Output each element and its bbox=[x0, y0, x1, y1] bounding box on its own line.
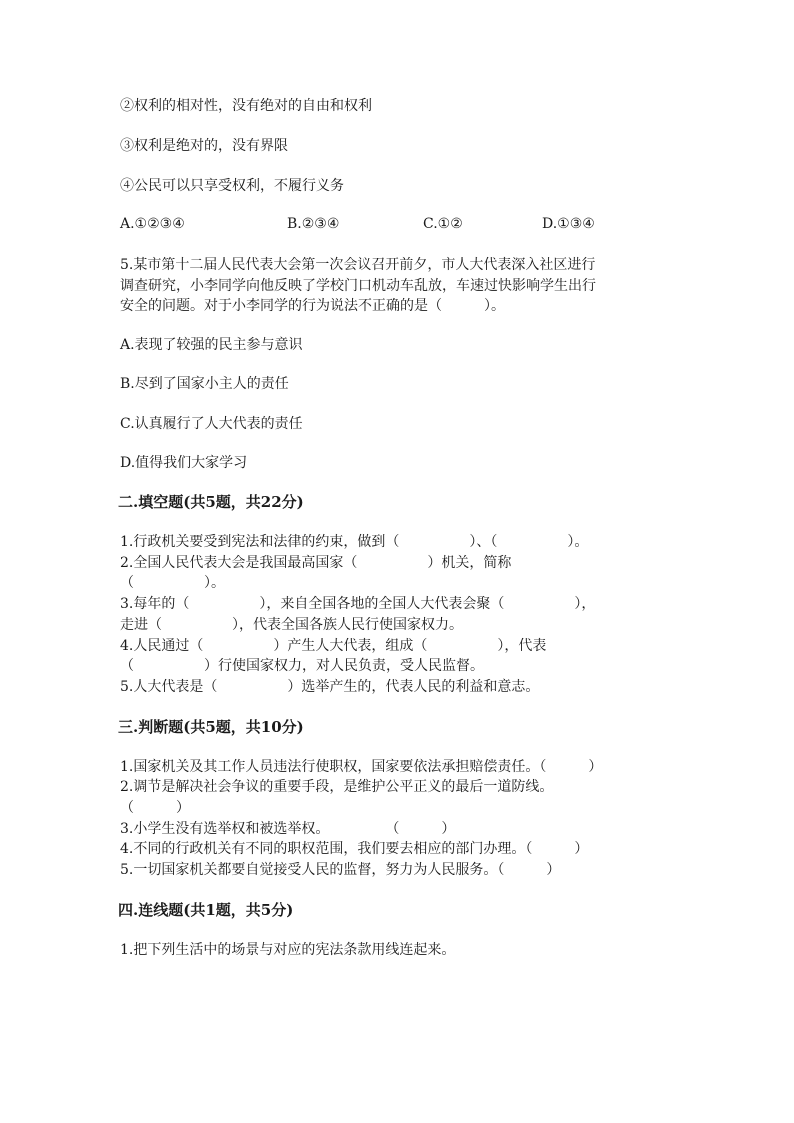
q4-option-d: D.①③④ bbox=[542, 216, 595, 232]
true-false-line: 2.调节是解决社会争议的重要手段，是维护公平正义的最后一道防线。 bbox=[120, 779, 554, 795]
fill-blank-line: （ ）。 bbox=[120, 575, 225, 591]
section-heading-matching: 四.连线题(共1题，共5分) bbox=[118, 901, 294, 919]
q4-item-2: ②权利的相对性，没有绝对的自由和权利 bbox=[120, 98, 372, 114]
q5-stem-line-2: 调查研究，小李同学向他反映了学校门口机动车乱放，车速过快影响学生出行 bbox=[120, 278, 596, 294]
q5-option-b: B.尽到了国家小主人的责任 bbox=[120, 376, 289, 392]
fill-blank-line: 走进（ ），代表全国各族人民行使国家权力。 bbox=[120, 617, 463, 633]
q4-option-b: B.②③④ bbox=[287, 216, 340, 232]
fill-blank-line: 1.行政机关要受到宪法和法律的约束，做到（ ）、（ ）。 bbox=[120, 534, 589, 550]
fill-blank-line: 3.每年的（ ），来自全国各地的全国人大代表会聚（ ）， bbox=[120, 596, 596, 612]
fill-blank-line: 5.人大代表是（ ）选举产生的，代表人民的利益和意志。 bbox=[120, 679, 540, 695]
fill-blank-line: 4.人民通过（ ）产生人大代表，组成（ ），代表 bbox=[120, 638, 547, 654]
q5-option-a: A.表现了较强的民主参与意识 bbox=[120, 337, 303, 353]
q5-stem-line-3: 安全的问题。对于小李同学的行为说法不正确的是（ ）。 bbox=[120, 298, 505, 314]
q5-option-c: C.认真履行了人大代表的责任 bbox=[120, 416, 303, 432]
fill-blank-line: 2.全国人民代表大会是我国最高国家（ ）机关，简称 bbox=[120, 555, 512, 571]
true-false-line: 1.国家机关及其工作人员违法行使职权，国家要依法承担赔偿责任。（ ） bbox=[120, 759, 603, 775]
q4-option-a: A.①②③④ bbox=[120, 216, 185, 232]
q4-item-3: ③权利是绝对的，没有界限 bbox=[120, 138, 288, 154]
q4-option-c: C.①② bbox=[423, 216, 463, 232]
section-heading-true-false: 三.判断题(共5题，共10分) bbox=[118, 718, 304, 736]
true-false-line: 5.一切国家机关都要自觉接受人民的监督，努力为人民服务。（ ） bbox=[120, 862, 561, 878]
true-false-line: 3.小学生没有选举权和被选举权。 （ ） bbox=[120, 821, 456, 837]
true-false-line: （ ） bbox=[120, 800, 190, 816]
q4-item-4: ④公民可以只享受权利，不履行义务 bbox=[120, 178, 344, 194]
q5-option-d: D.值得我们大家学习 bbox=[120, 455, 248, 471]
section-heading-fill-blank: 二.填空题(共5题，共22分) bbox=[118, 493, 304, 511]
fill-blank-line: （ ）行使国家权力，对人民负责，受人民监督。 bbox=[120, 658, 484, 674]
q5-stem-line-1: 5.某市第十二届人民代表大会第一次会议召开前夕，市人大代表深入社区进行 bbox=[120, 257, 596, 273]
matching-line: 1.把下列生活中的场景与对应的宪法条款用线连起来。 bbox=[120, 942, 456, 958]
true-false-line: 4.不同的行政机关有不同的职权范围，我们要去相应的部门办理。（ ） bbox=[120, 841, 589, 857]
